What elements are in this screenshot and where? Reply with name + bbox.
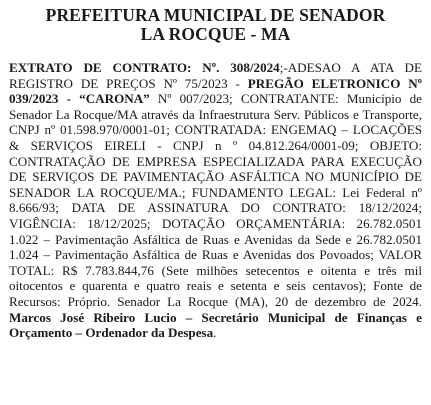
contract-number: EXTRATO DE CONTRATO: Nº. 308/2024 — [9, 60, 280, 75]
adesao-text: ;-ADESAO A ATA DE REGISTRO DE PREÇOS Nº 75/2023 - — [9, 60, 422, 91]
signatory: Marcos José Ribeiro Lucio – Secretário Municipal de Finanças e Orçamento – Ordenador da Despesa — [9, 309, 422, 341]
contract-extract — [9, 60, 422, 341]
contract-details: Nº 007/2023; CONTRATANTE: Município de Senador La Rocque/MA através da Infraestrutura Serv. Públicos e Transporte, CNPJ nº 01.598.970/0001-01; CONTRATADA: ENGEMAQ – LOCAÇÕES & SERVIÇOS EIRELI - CNPJ n º 04.812.264/0001-09; OBJETO: CONTRATAÇÃO DE EMPRESA ESPECIALIZADA PARA EXECUÇÃO DE SERVIÇOS DE PAVIMENTAÇÃO ASFÁLTICA NO MUNICÍPIO DE SENADOR LA ROCQUE/MA.; FUNDAMENTO LEGAL: Lei Federal nº 8.666/93; DATA DE ASSINATURA DO CONTRATO: 18/12/2024; VIGÊNCIA: 18/12/2025; DOTAÇÃO ORÇAMENTÁRIA: 26.782.0501 1.022 – Pavimentação Asfáltica de Ruas e Avenidas da Sede e 26.782.0501 1.024 – Pavimentação Asfáltica de Ruas e Avenidas dos Povoados; VALOR TOTAL: R$ 7.783.844,76 (Sete milhões setecentos e oitenta e três mil oitocentos e quarenta e quatro reais e setenta e seis centavos); Fonte de Recursos: Próprio. Senador La Rocque (MA), 20 de dezembro de 2024. — [9, 91, 422, 309]
pregao-reference: PREGÃO ELETRONICO Nº 039/2023 - “CARONA” — [9, 75, 422, 107]
page-title — [9, 6, 422, 44]
title-line-2: LA ROCQUE - MA — [140, 24, 291, 44]
title-line-1: PREFEITURA MUNICIPAL DE SENADOR — [45, 5, 386, 25]
closing-period: . — [213, 325, 217, 341]
